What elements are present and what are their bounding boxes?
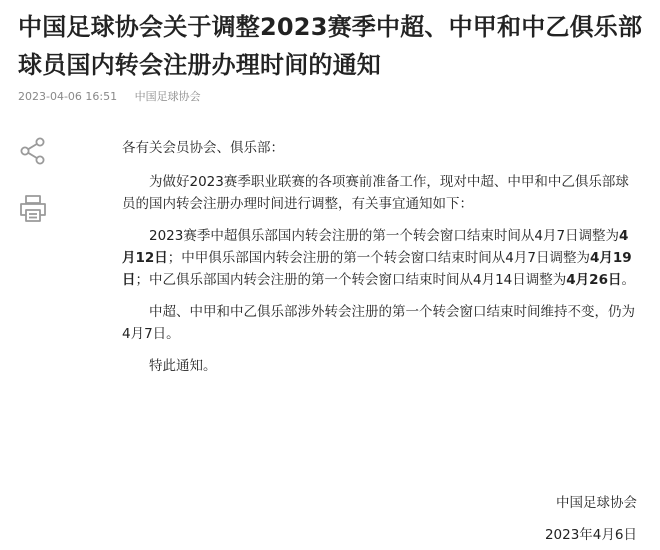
share-icon[interactable] bbox=[18, 136, 48, 166]
salutation: 各有关会员协会、俱乐部： bbox=[122, 140, 284, 156]
schedule-date-2: 4月19日 bbox=[122, 250, 632, 288]
article-meta bbox=[18, 88, 201, 104]
intro-paragraph: 为做好2023赛季职业联赛的各项赛前准备工作，现对中超、中甲和中乙俱乐部球员的国内转会注册办理时间进行调整，有关事宜通知如下： bbox=[122, 174, 629, 212]
print-icon[interactable] bbox=[18, 194, 48, 224]
article-source[interactable]: 中国足球协会 bbox=[134, 90, 201, 103]
article-body bbox=[122, 137, 638, 377]
closing-paragraph: 特此通知。 bbox=[149, 358, 217, 374]
signature-date: 2023年4月6日 bbox=[544, 527, 637, 543]
overseas-paragraph: 中超、中甲和中乙俱乐部涉外转会注册的第一个转会窗口结束时间维持不变，仍为4月7日。 bbox=[122, 304, 635, 342]
article-title: 中国足球协会关于调整2023赛季中超、中甲和中乙俱乐部球员国内转会注册办理时间的通知 bbox=[18, 13, 643, 79]
schedule-paragraph bbox=[122, 225, 638, 291]
schedule-end: 。 bbox=[621, 272, 635, 288]
signature-org: 中国足球协会 bbox=[556, 495, 637, 511]
schedule-text-1: 2023赛季中超俱乐部国内转会注册的第一个转会窗口结束时间从4月7日调整为 bbox=[149, 228, 620, 244]
schedule-date-1: 4月12日 bbox=[122, 228, 629, 266]
schedule-text-3: ；中乙俱乐部国内转会注册的第一个转会窗口结束时间从4月14日调整为 bbox=[135, 272, 567, 288]
publish-date: 2023-04-06 16:51 bbox=[18, 90, 118, 103]
schedule-text-2: ；中甲俱乐部国内转会注册的第一个转会窗口结束时间从4月7日调整为 bbox=[167, 250, 590, 266]
schedule-date-3: 4月26日 bbox=[566, 272, 622, 288]
